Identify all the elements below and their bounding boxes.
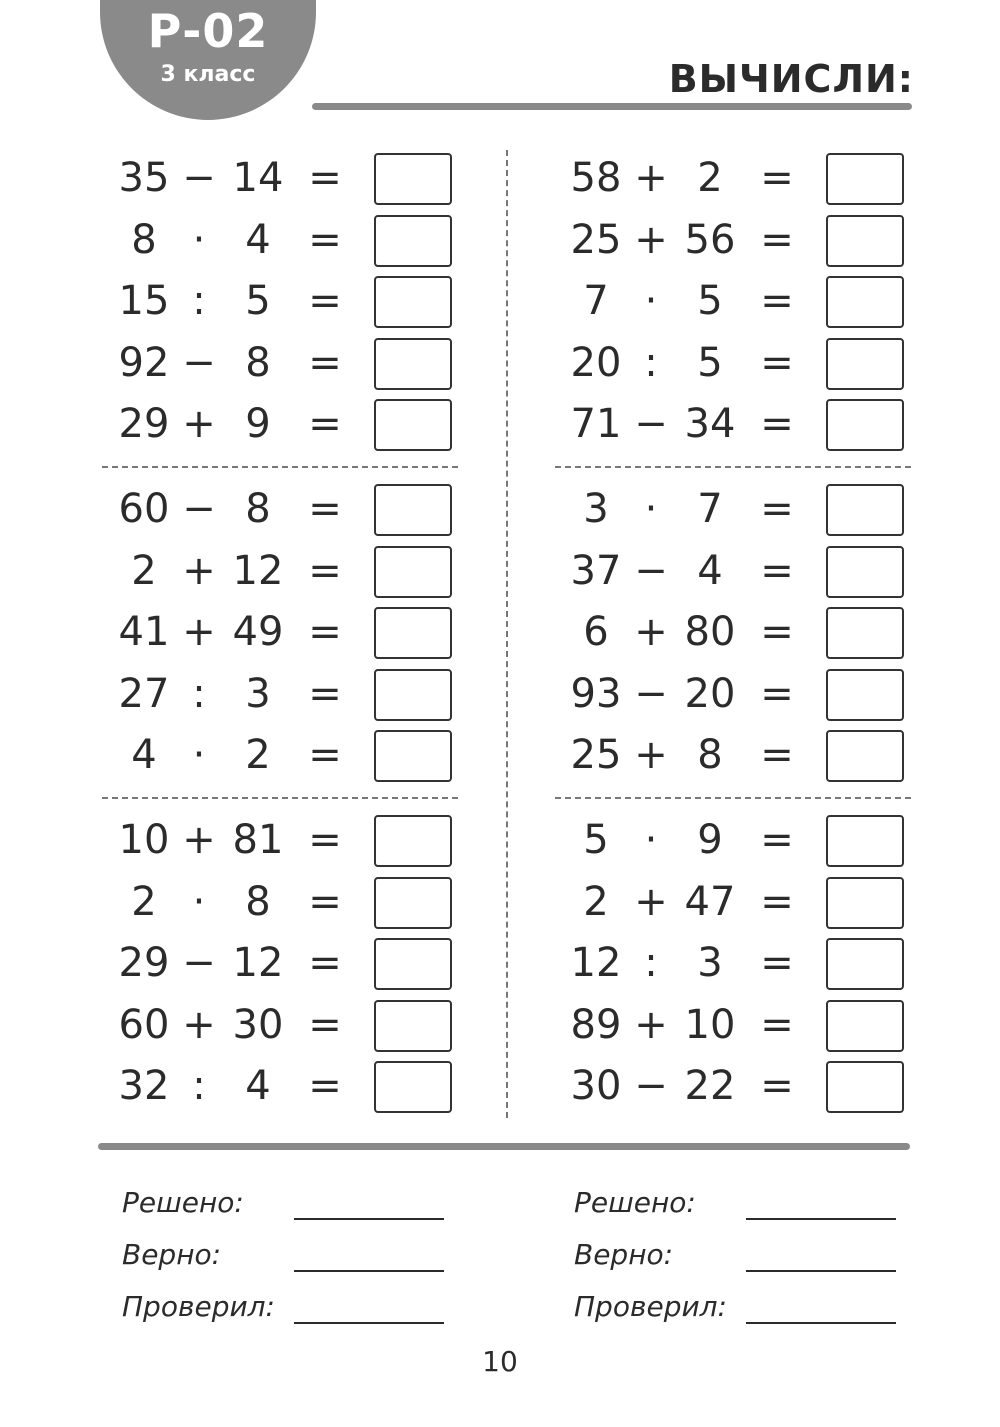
answer-box[interactable]: [374, 215, 452, 267]
operator-sign: +: [182, 1001, 216, 1048]
problem-row: [566, 1058, 966, 1114]
problem-row: [114, 604, 514, 660]
group-separator: [102, 466, 458, 468]
equals-sign: =: [760, 401, 794, 448]
page-number: 10: [482, 1345, 518, 1378]
operator-sign: +: [634, 155, 668, 201]
problem-row: [114, 1058, 514, 1114]
problem-row: [566, 727, 966, 783]
answer-box[interactable]: [826, 399, 904, 451]
answer-box[interactable]: [374, 815, 452, 867]
task-title: ВЫЧИСЛИ:: [668, 57, 914, 101]
checked-label: Проверил:: [574, 1290, 727, 1323]
operator-sign: −: [182, 155, 216, 201]
answer-box[interactable]: [826, 669, 904, 721]
operand-b: 3: [245, 670, 271, 717]
answer-box[interactable]: [374, 546, 452, 598]
operator-sign: −: [182, 940, 216, 987]
operand-a: 92: [118, 339, 170, 386]
equals-sign: =: [308, 486, 342, 532]
equals-sign: =: [308, 401, 342, 448]
operand-b: 80: [684, 609, 736, 656]
operator-sign: +: [182, 609, 216, 656]
checked-field-left: [122, 1282, 452, 1334]
operator-sign: +: [634, 609, 668, 656]
operand-a: 25: [570, 732, 622, 779]
equals-sign: =: [760, 940, 794, 987]
answer-box[interactable]: [826, 815, 904, 867]
operand-b: 8: [245, 339, 271, 386]
equals-sign: =: [760, 486, 794, 532]
answer-box[interactable]: [826, 1061, 904, 1113]
equals-sign: =: [760, 547, 794, 594]
solved-line[interactable]: [294, 1218, 444, 1220]
problem-row: [114, 997, 514, 1053]
equals-sign: =: [308, 732, 342, 779]
operand-b: 47: [684, 878, 736, 925]
equals-sign: =: [308, 670, 342, 717]
operand-a: 29: [118, 940, 170, 987]
problem-row: [566, 335, 966, 391]
operator-sign: ·: [644, 278, 658, 325]
equals-sign: =: [308, 878, 342, 925]
checked-line[interactable]: [746, 1322, 896, 1324]
operand-a: 27: [118, 670, 170, 717]
operator-sign: −: [182, 339, 216, 386]
operand-a: 25: [570, 216, 622, 263]
operand-a: 32: [118, 1063, 170, 1110]
problem-row: [114, 543, 514, 599]
operator-sign: :: [192, 278, 206, 325]
operand-a: 60: [118, 1001, 170, 1048]
operand-b: 3: [697, 940, 723, 987]
correct-field-left: [122, 1230, 452, 1282]
answer-box[interactable]: [374, 1000, 452, 1052]
operand-b: 12: [232, 547, 284, 594]
operand-b: 8: [245, 878, 271, 925]
answer-box[interactable]: [826, 938, 904, 990]
operand-a: 2: [583, 878, 609, 925]
problem-row: [114, 935, 514, 991]
operand-a: 35: [118, 155, 170, 201]
operand-b: 5: [697, 278, 723, 325]
operand-a: 6: [583, 609, 609, 656]
operator-sign: :: [644, 339, 658, 386]
problem-row: [114, 335, 514, 391]
equals-sign: =: [760, 216, 794, 263]
operator-sign: −: [634, 670, 668, 717]
answer-box[interactable]: [826, 484, 904, 536]
problem-row: [114, 481, 514, 537]
operand-b: 4: [245, 1063, 271, 1110]
answer-box[interactable]: [826, 877, 904, 929]
equals-sign: =: [760, 609, 794, 656]
problem-row: [566, 935, 966, 991]
problem-row: [114, 812, 514, 868]
operand-b: 9: [697, 817, 723, 863]
operand-b: 12: [232, 940, 284, 987]
operand-a: 3: [583, 486, 609, 532]
equals-sign: =: [760, 155, 794, 201]
answer-box[interactable]: [374, 276, 452, 328]
operand-b: 30: [232, 1001, 284, 1048]
problem-row: [566, 997, 966, 1053]
equals-sign: =: [308, 216, 342, 263]
correct-label: Верно:: [574, 1238, 674, 1271]
equals-sign: =: [308, 1063, 342, 1110]
problem-row: [114, 150, 514, 206]
problem-row: [114, 727, 514, 783]
equals-sign: =: [760, 670, 794, 717]
operand-a: 93: [570, 670, 622, 717]
operand-a: 12: [570, 940, 622, 987]
operand-a: 15: [118, 278, 170, 325]
problem-row: [566, 666, 966, 722]
operand-b: 81: [232, 817, 284, 863]
operand-a: 71: [570, 401, 622, 448]
problem-row: [114, 273, 514, 329]
equals-sign: =: [308, 339, 342, 386]
operand-a: 2: [131, 878, 157, 925]
operand-b: 4: [245, 216, 271, 263]
title-underline: [312, 103, 912, 110]
operator-sign: −: [634, 547, 668, 594]
operand-b: 20: [684, 670, 736, 717]
equals-sign: =: [760, 1001, 794, 1048]
answer-box[interactable]: [374, 669, 452, 721]
solved-label: Решено:: [122, 1186, 244, 1219]
operator-sign: :: [192, 1063, 206, 1110]
answer-box[interactable]: [826, 546, 904, 598]
correct-label: Верно:: [122, 1238, 222, 1271]
answer-box[interactable]: [826, 730, 904, 782]
operator-sign: +: [634, 878, 668, 925]
equals-sign: =: [760, 1063, 794, 1110]
problem-row: [566, 481, 966, 537]
operand-b: 5: [697, 339, 723, 386]
answer-box[interactable]: [374, 399, 452, 451]
operand-b: 8: [245, 486, 271, 532]
checked-field-right: [574, 1282, 904, 1334]
operator-sign: +: [634, 216, 668, 263]
operator-sign: :: [192, 670, 206, 717]
answer-box[interactable]: [374, 1061, 452, 1113]
operand-a: 41: [118, 609, 170, 656]
answer-box[interactable]: [374, 153, 452, 205]
answer-box[interactable]: [826, 1000, 904, 1052]
operand-b: 9: [245, 401, 271, 448]
operand-a: 20: [570, 339, 622, 386]
operand-b: 14: [232, 155, 284, 201]
operand-a: 89: [570, 1001, 622, 1048]
worksheet-code: Р-02: [147, 4, 269, 58]
operator-sign: +: [182, 401, 216, 448]
answer-box[interactable]: [826, 215, 904, 267]
solved-label: Решено:: [574, 1186, 696, 1219]
equals-sign: =: [308, 940, 342, 987]
operator-sign: :: [644, 940, 658, 987]
equals-sign: =: [308, 1001, 342, 1048]
answer-box[interactable]: [826, 276, 904, 328]
footer-rule: [98, 1143, 910, 1150]
operand-a: 8: [131, 216, 157, 263]
operand-b: 56: [684, 216, 736, 263]
operand-b: 4: [697, 547, 723, 594]
operand-b: 49: [232, 609, 284, 656]
worksheet-badge: [100, 0, 316, 120]
operator-sign: +: [634, 1001, 668, 1048]
operand-b: 7: [697, 486, 723, 532]
problem-row: [114, 874, 514, 930]
problem-row: [566, 874, 966, 930]
problem-row: [114, 666, 514, 722]
solved-field-left: [122, 1178, 452, 1230]
operand-a: 60: [118, 486, 170, 532]
operator-sign: −: [634, 1063, 668, 1110]
operand-b: 10: [684, 1001, 736, 1048]
operand-a: 4: [131, 732, 157, 779]
group-separator: [555, 797, 911, 799]
solved-field-right: [574, 1178, 904, 1230]
operator-sign: −: [182, 486, 216, 532]
operand-b: 2: [245, 732, 271, 779]
equals-sign: =: [308, 609, 342, 656]
correct-line[interactable]: [746, 1270, 896, 1272]
correct-field-right: [574, 1230, 904, 1282]
equals-sign: =: [760, 878, 794, 925]
equals-sign: =: [760, 339, 794, 386]
operand-a: 58: [570, 155, 622, 201]
operand-b: 22: [684, 1063, 736, 1110]
problem-row: [566, 396, 966, 452]
operator-sign: −: [634, 401, 668, 448]
operator-sign: ·: [644, 817, 658, 863]
equals-sign: =: [308, 547, 342, 594]
equals-sign: =: [760, 732, 794, 779]
operand-a: 30: [570, 1063, 622, 1110]
problem-row: [114, 212, 514, 268]
equals-sign: =: [760, 278, 794, 325]
operator-sign: ·: [192, 878, 206, 925]
problem-row: [566, 150, 966, 206]
operand-b: 34: [684, 401, 736, 448]
equals-sign: =: [308, 278, 342, 325]
answer-box[interactable]: [374, 607, 452, 659]
answer-box[interactable]: [374, 938, 452, 990]
operand-b: 5: [245, 278, 271, 325]
operator-sign: ·: [644, 486, 658, 532]
operand-a: 5: [583, 817, 609, 863]
operand-a: 10: [118, 817, 170, 863]
answer-box[interactable]: [826, 338, 904, 390]
equals-sign: =: [760, 817, 794, 863]
answer-box[interactable]: [374, 338, 452, 390]
operator-sign: +: [182, 817, 216, 863]
checked-label: Проверил:: [122, 1290, 275, 1323]
checked-line[interactable]: [294, 1322, 444, 1324]
problem-row: [114, 396, 514, 452]
group-separator: [102, 797, 458, 799]
operand-a: 29: [118, 401, 170, 448]
problem-row: [566, 812, 966, 868]
group-separator: [555, 466, 911, 468]
solved-line[interactable]: [746, 1218, 896, 1220]
equals-sign: =: [308, 155, 342, 201]
answer-box[interactable]: [826, 153, 904, 205]
operand-a: 2: [131, 547, 157, 594]
equals-sign: =: [308, 817, 342, 863]
correct-line[interactable]: [294, 1270, 444, 1272]
operand-a: 7: [583, 278, 609, 325]
operator-sign: ·: [192, 732, 206, 779]
operator-sign: +: [634, 732, 668, 779]
operator-sign: +: [182, 547, 216, 594]
operand-a: 37: [570, 547, 622, 594]
operand-b: 8: [697, 732, 723, 779]
answer-box[interactable]: [374, 877, 452, 929]
answer-box[interactable]: [826, 607, 904, 659]
grade-label: 3 класс: [160, 62, 256, 87]
operator-sign: ·: [192, 216, 206, 263]
operand-b: 2: [697, 155, 723, 201]
problem-row: [566, 212, 966, 268]
answer-box[interactable]: [374, 730, 452, 782]
answer-box[interactable]: [374, 484, 452, 536]
problem-row: [566, 273, 966, 329]
problem-row: [566, 543, 966, 599]
problem-row: [566, 604, 966, 660]
